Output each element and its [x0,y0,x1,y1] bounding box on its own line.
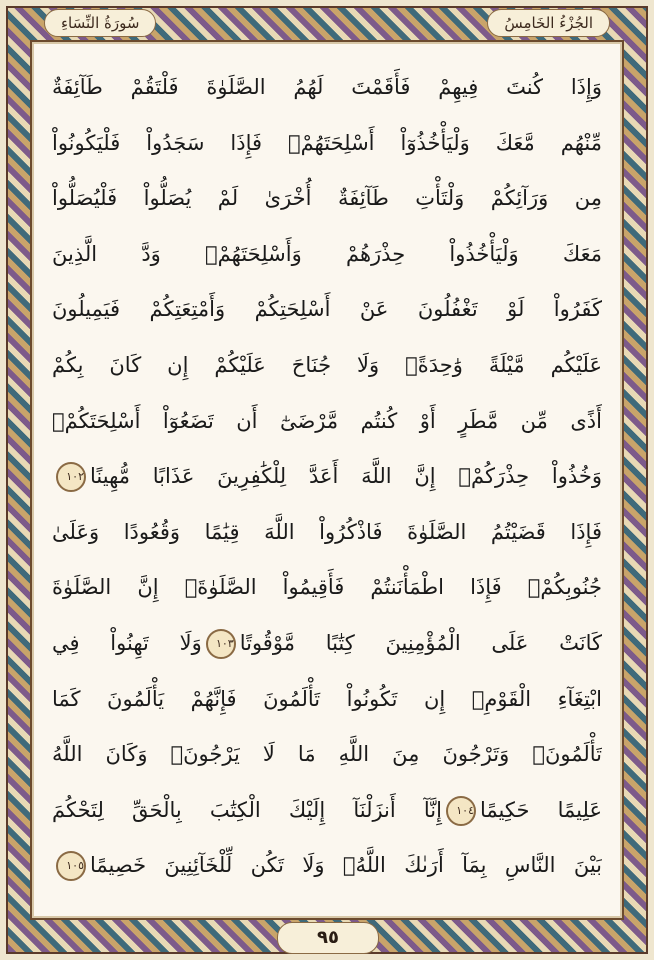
verse-text: مِّنْهُم مَّعَكَ وَلْيَأْخُذُوٓاْ أَسْلِحَتَهُمْۖ فَإِذَا سَجَدُواْ فَلْيَكُونُواْ [52,130,602,155]
page-number: ٩٥ [277,922,379,954]
verse-text: فَإِذَا قَضَيْتُمُ الصَّلَوٰةَ فَاذْكُرُواْ اللَّهَ قِيَٰمًا وَقُعُودًا وَعَلَىٰ [52,519,602,544]
ayah-number-marker: ١٠٥ [56,851,86,881]
page-header [30,6,624,40]
text-line [52,449,602,505]
text-line [52,560,602,616]
text-line [52,227,602,283]
verse-text: ابْتِغَآءِ الْقَوْمِۖ إِن تَكُونُواْ تَأْلَمُونَ فَإِنَّهُمْ يَأْلَمُونَ كَمَا [52,686,602,711]
juz-label: الجُزْءُ الخَامِسُ [487,9,610,37]
text-line [52,838,602,894]
text-line [52,783,602,839]
ayah-number-marker: ١٠٤ [446,796,476,826]
quran-text-body [52,60,602,898]
verse-text: وَخُذُواْ حِذْرَكُمْۗ إِنَّ اللَّهَ أَعَدَّ لِلْكَٰفِرِينَ عَذَابًا مُّهِينًا [90,464,602,489]
verse-text: بَيْنَ النَّاسِ بِمَآ أَرَىٰكَ اللَّهُۚ وَلَا تَكُن لِّلْخَآئِنِينَ خَصِيمًا [90,853,602,878]
verse-text: مِن وَرَآئِكُمْ وَلْتَأْتِ طَآئِفَةٌ أُخْرَىٰ لَمْ يُصَلُّواْ فَلْيُصَلُّواْ [52,186,602,211]
text-line [52,282,602,338]
verse-text: مَعَكَ وَلْيَأْخُذُواْ حِذْرَهُمْ وَأَسْلِحَتَهُمْۗ وَدَّ الَّذِينَ [52,241,602,266]
text-line [52,116,602,172]
ayah-number-marker: ١٠٢ [56,462,86,492]
text-line [52,727,602,783]
surah-name-label: سُورَةُ النِّسَاءِ [44,9,156,37]
text-line [52,672,602,728]
verse-text: عَلَيْكُم مَّيْلَةً وَٰحِدَةًۚ وَلَا جُنَاحَ عَلَيْكُمْ إِن كَانَ بِكُمْ [52,352,602,377]
text-line [52,171,602,227]
text-line [52,505,602,561]
verse-text: تَأْلَمُونَۖ وَتَرْجُونَ مِنَ اللَّهِ مَا لَا يَرْجُونَۗ وَكَانَ اللَّهُ [52,742,602,767]
text-line [52,394,602,450]
verse-text: عَلِيمًا حَكِيمًا [480,797,602,822]
text-line [52,616,602,672]
verse-text: وَإِذَا كُنتَ فِيهِمْ فَأَقَمْتَ لَهُمُ الصَّلَوٰةَ فَلْتَقُمْ طَآئِفَةٌ [52,75,602,99]
verse-text: جُنُوبِكُمْۚ فَإِذَا اطْمَأْنَنتُمْ فَأَقِيمُواْ الصَّلَوٰةَۚ إِنَّ الصَّلَوٰةَ [52,575,602,600]
verse-text: كَانَتْ عَلَى الْمُؤْمِنِينَ كِتَٰبًا مَّوْقُوتًا [239,630,602,655]
verse-text: أَذًى مِّن مَّطَرٍ أَوْ كُنتُم مَّرْضَىٰٓ أَن تَضَعُوٓاْ أَسْلِحَتَكُمْۖ [52,408,602,433]
verse-text: وَلَا تَهِنُواْ فِي [52,630,202,655]
text-line [52,60,602,116]
text-line [52,338,602,394]
ayah-number-marker: ١٠٣ [206,629,236,659]
verse-text: إِنَّآ أَنزَلْنَآ إِلَيْكَ الْكِتَٰبَ بِالْحَقِّ لِتَحْكُمَ [52,797,442,822]
verse-text: كَفَرُواْ لَوْ تَغْفُلُونَ عَنْ أَسْلِحَتِكُمْ وَأَمْتِعَتِكُمْ فَيَمِيلُونَ [52,297,602,322]
